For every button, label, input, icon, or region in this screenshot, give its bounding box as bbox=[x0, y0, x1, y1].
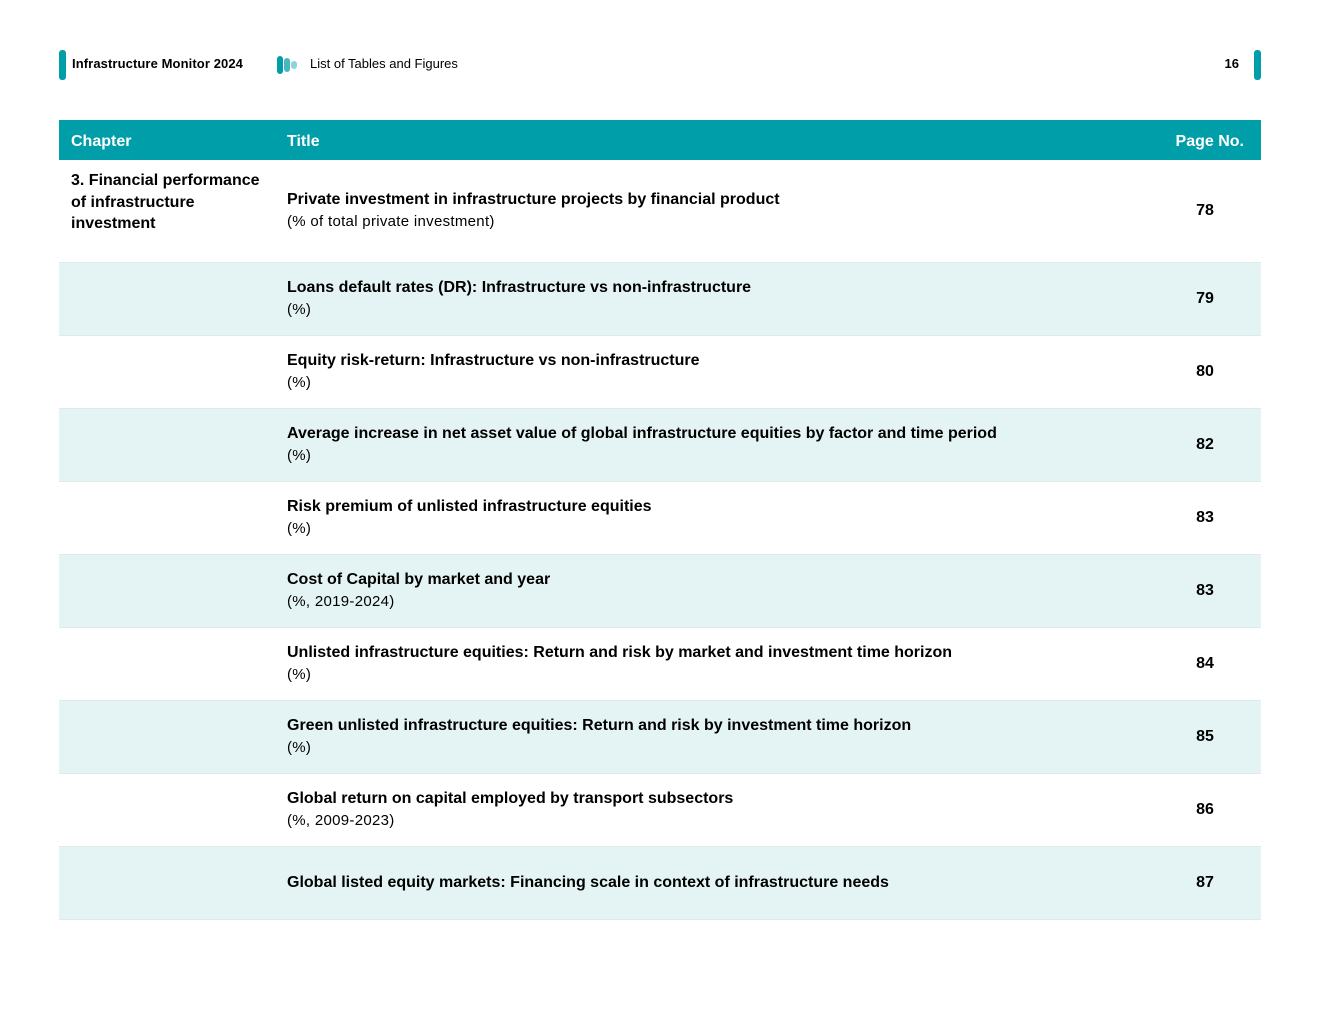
figure-unit: (%, 2009-2023) bbox=[287, 812, 395, 829]
figure-title: Private investment in infrastructure projects by financial product bbox=[287, 191, 780, 208]
table-header bbox=[59, 120, 1261, 160]
row-title-cell bbox=[287, 336, 1167, 408]
page-number: 16 bbox=[1224, 56, 1239, 71]
page-ref: 82 bbox=[1196, 436, 1214, 453]
row-title-cell bbox=[287, 409, 1167, 481]
report-title: Infrastructure Monitor 2024 bbox=[72, 56, 244, 71]
table-row bbox=[59, 160, 1261, 263]
figure-unit: (%) bbox=[287, 520, 312, 537]
table-row bbox=[59, 263, 1261, 336]
figure-title: Unlisted infrastructure equities: Return and risk by market and investment time horizon bbox=[287, 644, 953, 661]
page-ref: 85 bbox=[1196, 728, 1214, 745]
row-title-cell bbox=[287, 774, 1167, 846]
page-ref: 87 bbox=[1196, 874, 1214, 891]
section-marker-icon bbox=[277, 56, 303, 74]
row-title-cell bbox=[287, 628, 1167, 700]
figure-unit: (%) bbox=[287, 447, 312, 464]
column-header-page: Page No. bbox=[1175, 133, 1244, 150]
row-title-cell bbox=[287, 555, 1167, 627]
header-right-accent-bar bbox=[1254, 50, 1261, 80]
figure-title: Cost of Capital by market and year bbox=[287, 571, 551, 588]
table-row bbox=[59, 482, 1261, 555]
section-title: List of Tables and Figures bbox=[310, 56, 458, 71]
table-row bbox=[59, 774, 1261, 847]
row-title-cell bbox=[287, 160, 1167, 262]
page-ref: 79 bbox=[1196, 290, 1214, 307]
figure-title: Global listed equity markets: Financing scale in context of infrastructure needs bbox=[287, 874, 889, 891]
row-title-cell bbox=[287, 482, 1167, 554]
figure-title: Loans default rates (DR): Infrastructure vs non-infrastructure bbox=[287, 279, 752, 296]
column-header-title: Title bbox=[287, 133, 320, 150]
table-row bbox=[59, 409, 1261, 482]
table-row bbox=[59, 847, 1261, 920]
row-title-cell bbox=[287, 701, 1167, 773]
header-left-accent-bar bbox=[59, 50, 66, 80]
page-ref: 78 bbox=[1196, 202, 1214, 219]
figure-title: Equity risk-return: Infrastructure vs non-infrastructure bbox=[287, 352, 700, 369]
table-row bbox=[59, 628, 1261, 701]
figure-unit: (%) bbox=[287, 666, 312, 683]
row-title-cell bbox=[287, 847, 1167, 919]
figure-title: Average increase in net asset value of global infrastructure equities by factor and time period bbox=[287, 425, 997, 442]
page-ref: 84 bbox=[1196, 655, 1214, 672]
figure-unit: (%) bbox=[287, 374, 312, 391]
figure-unit: (%, 2019-2024) bbox=[287, 593, 395, 610]
figure-title: Risk premium of unlisted infrastructure equities bbox=[287, 498, 652, 515]
row-title-cell bbox=[287, 263, 1167, 335]
column-header-chapter: Chapter bbox=[71, 133, 132, 150]
figure-unit: (%) bbox=[287, 739, 312, 756]
figure-unit: (%) bbox=[287, 301, 312, 318]
page-header bbox=[59, 49, 1261, 81]
page-ref: 83 bbox=[1196, 582, 1214, 599]
figure-unit: (% of total private investment) bbox=[287, 213, 495, 230]
table-row bbox=[59, 701, 1261, 774]
page-ref: 86 bbox=[1196, 801, 1214, 818]
page-ref: 83 bbox=[1196, 509, 1214, 526]
figure-title: Green unlisted infrastructure equities: Return and risk by investment time horizon bbox=[287, 717, 912, 734]
chapter-name: 3. Financial performance of infrastructure investment bbox=[71, 172, 260, 232]
page-ref: 80 bbox=[1196, 363, 1214, 380]
table-row bbox=[59, 555, 1261, 628]
figure-title: Global return on capital employed by transport subsectors bbox=[287, 790, 734, 807]
figures-table bbox=[59, 120, 1261, 920]
table-row bbox=[59, 336, 1261, 409]
